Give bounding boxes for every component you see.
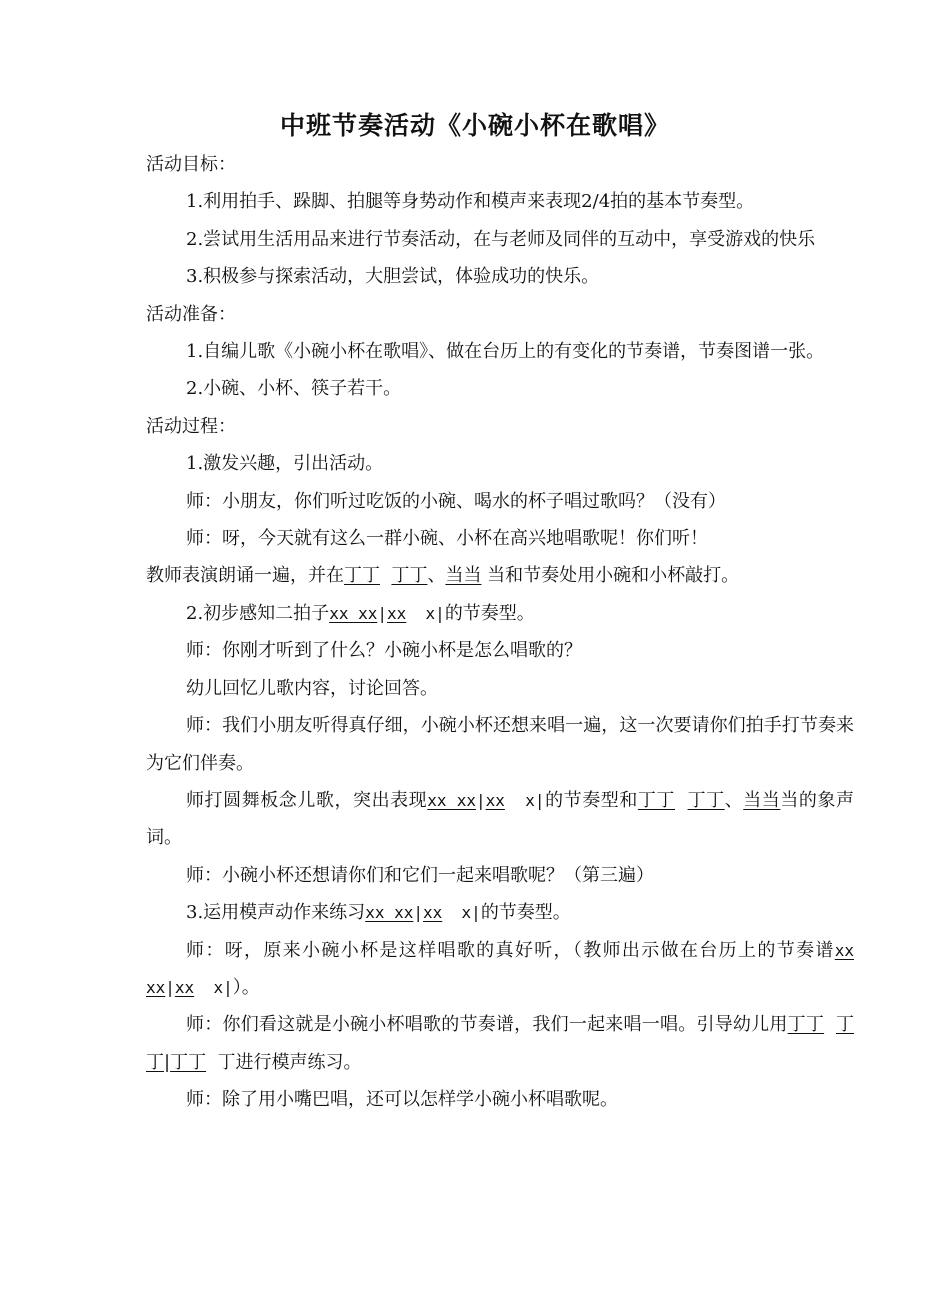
rhythm-word: 丁丁: [391, 565, 428, 587]
text-run: ）。: [232, 976, 260, 998]
rhythm-notation: x: [194, 977, 224, 997]
rhythm-word: 丁丁: [687, 789, 725, 811]
prep-item-2: 2.小碗、小杯、筷子若干。: [186, 378, 402, 400]
process-step-2: [146, 595, 854, 632]
text-run: 的节奏型和: [544, 789, 638, 811]
rhythm-notation: xx xx: [365, 903, 414, 923]
rhythm-word: 丁丁: [637, 789, 675, 811]
bar-line: |: [435, 603, 445, 623]
prep-item-1: 1.自编儿歌《小碗小杯在歌唱》、做在台历上的有变化的节奏谱，节奏图谱一张。: [186, 341, 825, 363]
rhythm-notation: x: [406, 603, 436, 623]
text-run: 3.运用模声动作来练习: [186, 902, 366, 924]
process-paragraph: 师：呀，今天就有这么一群小碗、小杯在高兴地唱歌呢！你们听！: [186, 528, 708, 550]
bar-line: |: [475, 790, 486, 810]
rhythm-notation: xx: [387, 603, 407, 623]
document-body: [146, 146, 854, 1119]
rhythm-notation: x: [504, 790, 535, 810]
process-paragraph-score: [146, 932, 854, 1007]
process-paragraph: 幼儿回忆儿歌内容，讨论回答。: [186, 677, 438, 699]
process-step-3: [146, 894, 854, 931]
process-paragraph-rhythm: [146, 782, 854, 857]
bar-line: |: [377, 603, 387, 623]
rhythm-notation: xx xx: [427, 790, 476, 810]
goal-item-3: 3.积极参与探索活动，大胆尝试，体验成功的快乐。: [186, 266, 600, 288]
spacer: [824, 1014, 836, 1035]
process-paragraph: 师：我们小朋友听得真仔细，小碗小杯还想来唱一遍，这一次要请你们拍手打节奏来为它们伴奏。: [146, 715, 854, 774]
bar-line: |: [534, 790, 545, 810]
text-run: 师：呀，原来小碗小杯是这样唱歌的真好听，（教师出示做在台历上的节奏谱: [186, 939, 835, 961]
text-run: 当的象声词。: [146, 789, 855, 849]
rhythm-notation: x: [442, 903, 472, 923]
process-paragraph: 师：除了用小嘴巴唱，还可以怎样学小碗小杯唱歌呢。: [186, 1089, 618, 1111]
text-run: 师：你们看这就是小碗小杯唱歌的节奏谱，我们一起来唱一唱。引导幼儿用: [186, 1014, 788, 1036]
goals-heading: 活动目标：: [146, 154, 236, 175]
rhythm-notation: xx xx: [146, 940, 854, 997]
rhythm-word: 丁丁: [787, 1014, 825, 1036]
rhythm-word: 丁丁: [170, 1051, 207, 1073]
rhythm-word: 丁丁: [344, 565, 380, 587]
text-run: 2.初步感知二拍子: [186, 602, 330, 624]
document-title: 中班节奏活动《小碗小杯在歌唱》: [279, 111, 670, 140]
bar-line: |: [471, 903, 481, 923]
goal-item-2: 2.尝试用生活用品来进行节奏活动，在与老师及同伴的互动中，享受游戏的快乐: [186, 228, 816, 250]
process-paragraph: 师：你刚才听到了什么？小碗小杯是怎么唱歌的？: [186, 640, 582, 662]
rhythm-notation: xx: [485, 790, 505, 810]
text-run: 的节奏型。: [444, 602, 535, 624]
text-run: 的节奏型。: [480, 902, 571, 924]
prep-heading: 活动准备：: [146, 303, 236, 325]
rhythm-word: 当当: [445, 565, 482, 587]
bar-line: |: [223, 977, 233, 997]
separator: 、: [724, 789, 744, 811]
process-paragraph-vocal: [146, 1006, 854, 1081]
text-run: 教师表演朗诵一遍，并在: [146, 565, 344, 587]
process-paragraph-teacher-demo: [146, 557, 854, 594]
process-paragraph: 师：小碗小杯还想请你们和它们一起来唱歌呢？（第三遍）: [186, 864, 654, 886]
bar-line: |: [413, 903, 423, 923]
rhythm-word: 丁丁: [146, 1014, 854, 1073]
rhythm-word: 当当: [743, 789, 781, 811]
rhythm-notation: xx xx: [329, 603, 378, 623]
process-paragraph: 师：小朋友，你们听过吃饭的小碗、喝水的杯子唱过歌吗？（没有）: [186, 490, 726, 512]
text-run: 当和节奏处用小碗和小杯敲打。: [481, 565, 740, 587]
rhythm-notation: xx: [174, 977, 195, 997]
text-run: 师打圆舞板念儿歌，突出表现: [186, 789, 428, 811]
process-heading: 活动过程：: [146, 415, 236, 437]
process-step-1: 1.激发兴趣，引出活动。: [186, 453, 384, 475]
separator: 、: [427, 565, 446, 587]
rhythm-notation: xx: [423, 903, 443, 923]
goal-item-1: 1.利用拍手、跺脚、拍腿等身势动作和模声来表现2/4拍的基本节奏型。: [186, 191, 755, 213]
bar-line: |: [165, 977, 175, 997]
text-run: 丁进行模声练习。: [206, 1051, 362, 1073]
spacer: [675, 790, 688, 811]
spacer: [380, 565, 391, 586]
bar-line: |: [164, 1051, 171, 1073]
